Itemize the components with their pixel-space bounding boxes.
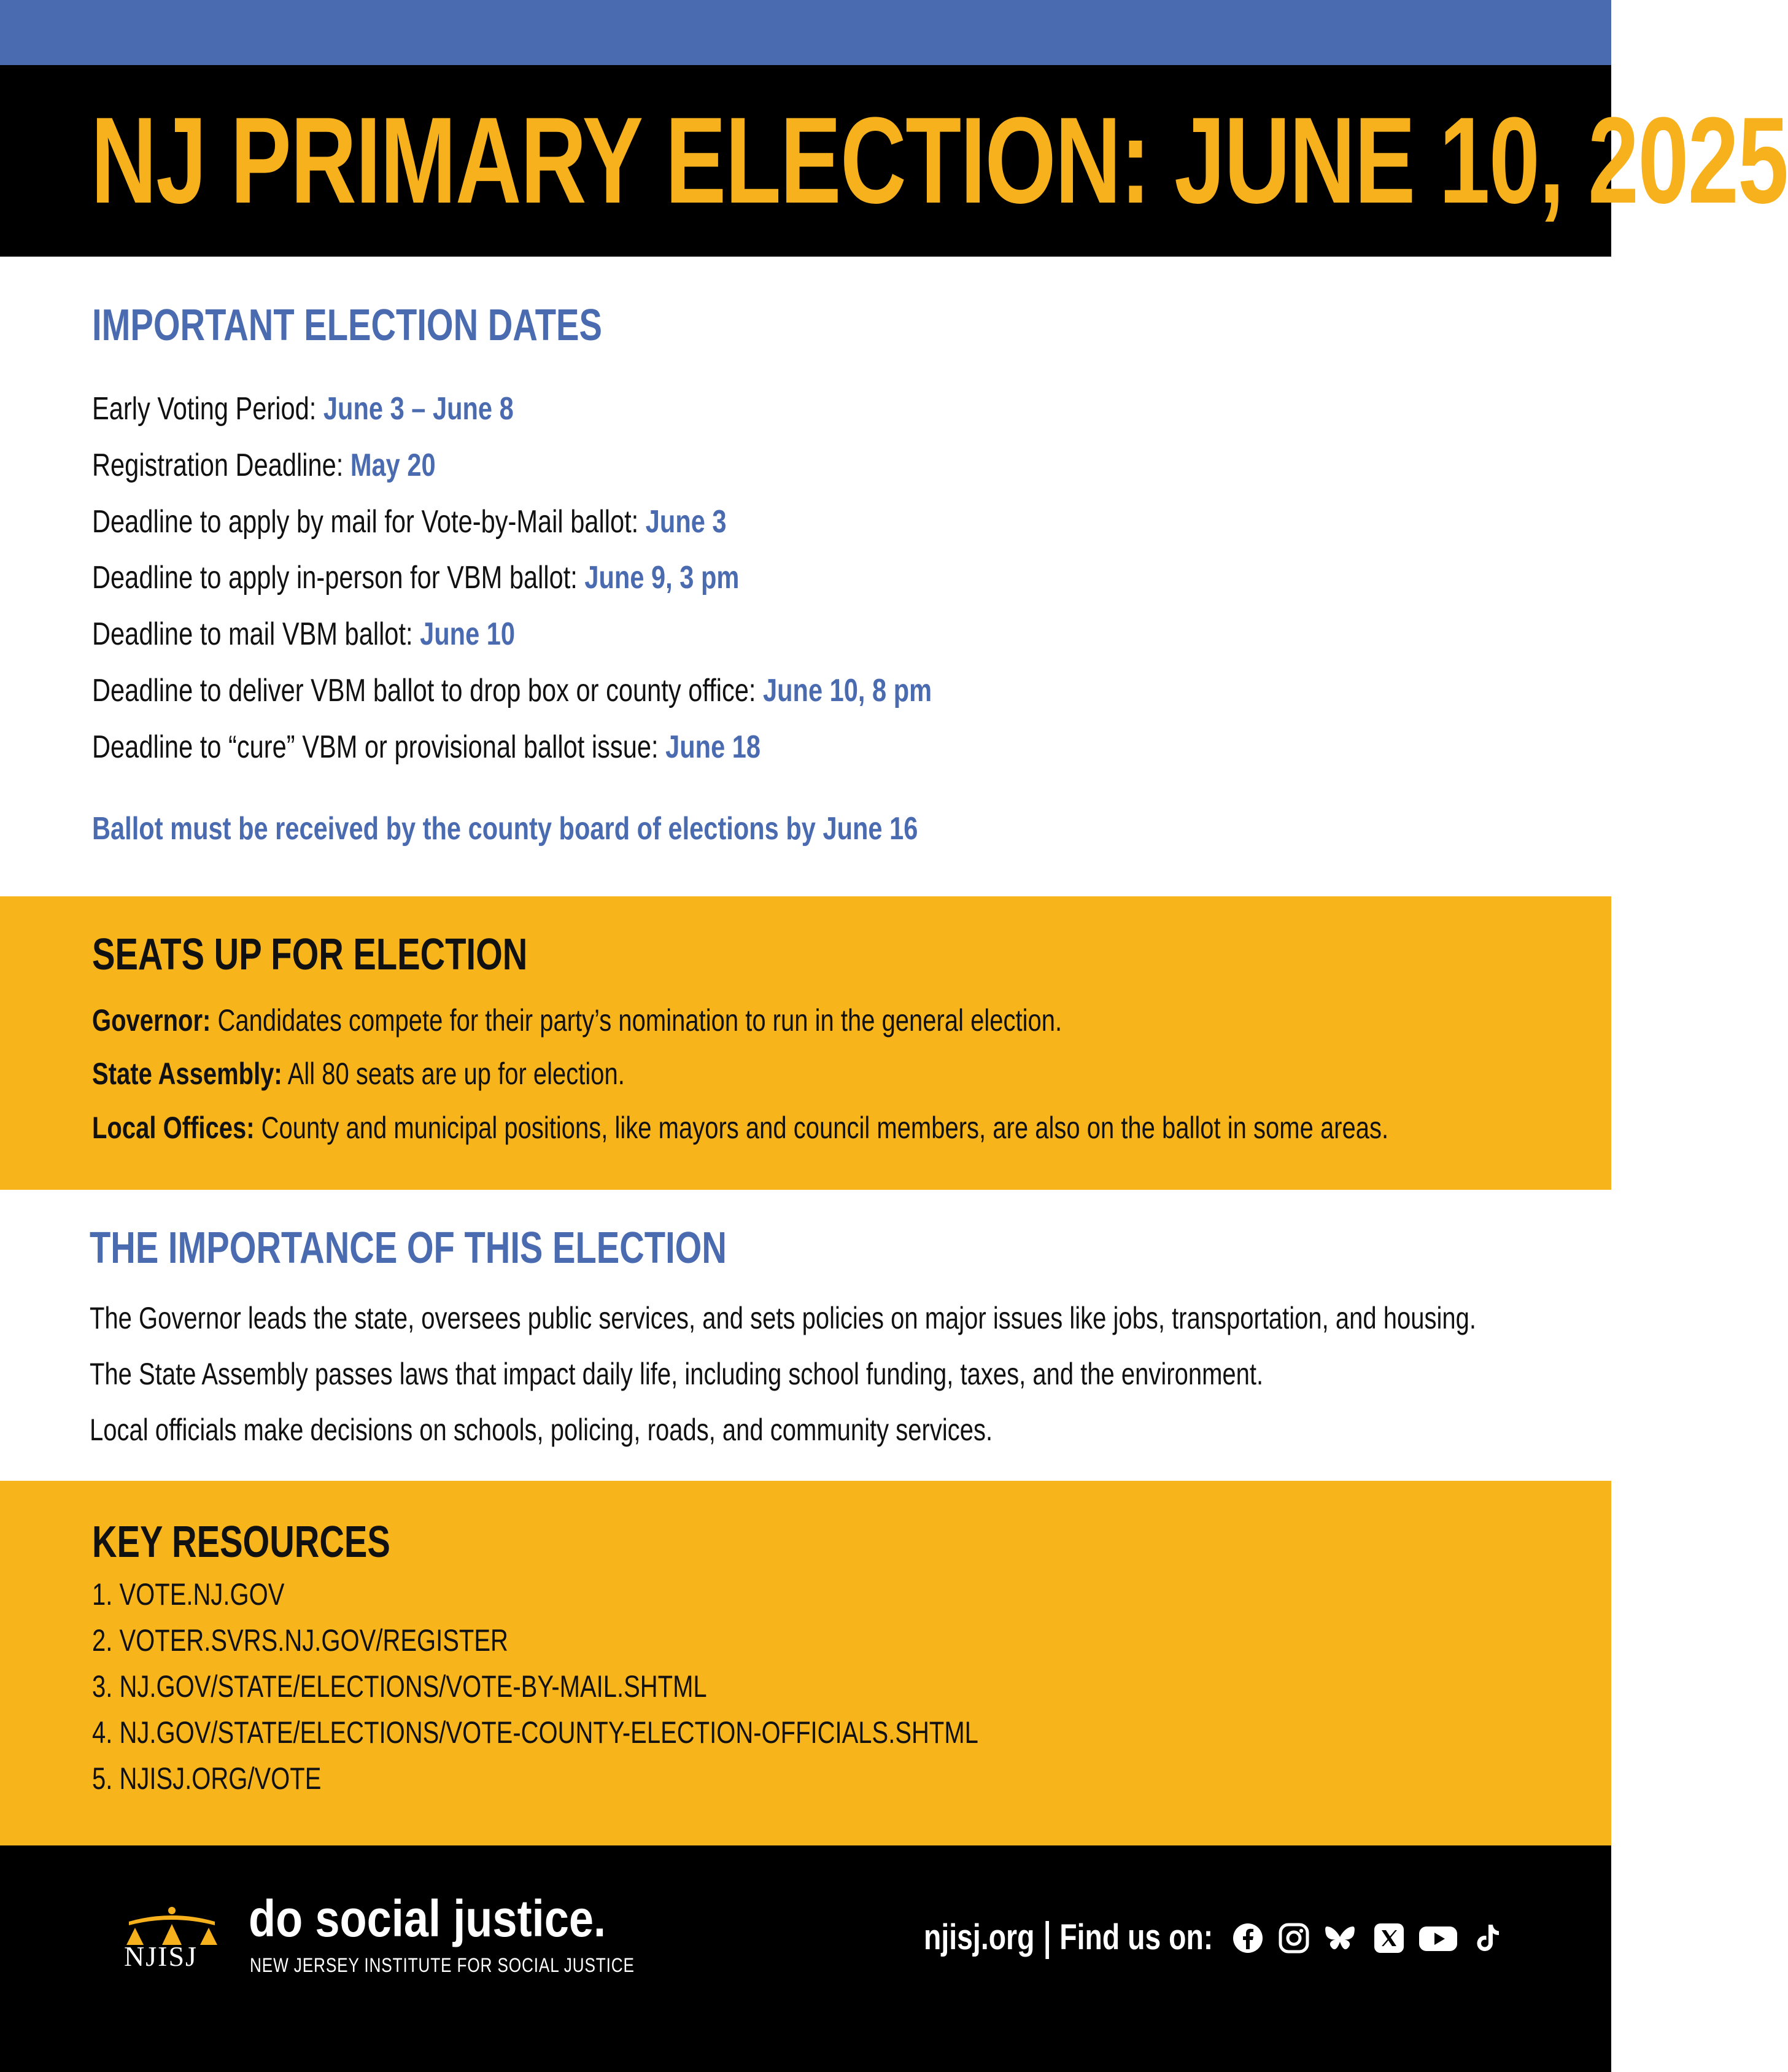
footer-slogan: do social justice.: [249, 1890, 606, 1947]
seat-item: Governor: Candidates compete for their party’s nomination to run in the general election.: [92, 1003, 1062, 1038]
x-icon[interactable]: [1372, 1921, 1406, 1955]
resource-link[interactable]: 5. NJISJ.ORG/VOTE: [92, 1761, 322, 1796]
page-title: NJ PRIMARY ELECTION: JUNE 10, 2025: [91, 92, 1788, 229]
ballot-notice: Ballot must be received by the county board of elections by June 16: [92, 811, 918, 847]
seat-item: Local Offices: County and municipal positions, like mayors and council members, are also on the ballot in some areas.: [92, 1111, 1389, 1145]
facebook-icon[interactable]: [1231, 1921, 1265, 1955]
seats-heading: SEATS UP FOR ELECTION: [92, 930, 528, 979]
importance-heading: THE IMPORTANCE OF THIS ELECTION: [90, 1224, 727, 1273]
title-banner: [0, 65, 1788, 257]
dates-heading: IMPORTANT ELECTION DATES: [92, 301, 602, 350]
website-link[interactable]: njisj.org: [924, 1917, 1035, 1957]
youtube-icon[interactable]: [1418, 1921, 1458, 1955]
seat-item: State Assembly: All 80 seats are up for election.: [92, 1057, 625, 1091]
date-item: Deadline to mail VBM ballot: June 10: [92, 616, 516, 652]
importance-paragraph: The State Assembly passes laws that impact daily life, including school funding, taxes, and the environment.: [90, 1357, 1264, 1391]
date-item: Deadline to apply by mail for Vote-by-Mail ballot: June 3: [92, 504, 727, 540]
footer: [0, 1845, 1611, 2072]
logo-abbreviation: NJISJ: [124, 1941, 198, 1972]
date-item: Deadline to apply in-person for VBM ballot: June 9, 3 pm: [92, 560, 740, 596]
bluesky-icon[interactable]: [1323, 1921, 1357, 1955]
footer-contact: [924, 1918, 1213, 1959]
importance-paragraph: The Governor leads the state, oversees public services, and sets policies on major issues like jobs, transportation, and housing.: [90, 1301, 1476, 1335]
top-accent-bar: [0, 0, 1611, 65]
date-item: Deadline to deliver VBM ballot to drop box or county office: June 10, 8 pm: [92, 673, 932, 708]
resource-link[interactable]: 3. NJ.GOV/STATE/ELECTIONS/VOTE-BY-MAIL.SHTML: [92, 1669, 707, 1704]
divider: [1045, 1921, 1049, 1959]
date-item: Early Voting Period: June 3 – June 8: [92, 391, 514, 427]
find-us-label: Find us on:: [1059, 1917, 1213, 1957]
date-item: Deadline to “cure” VBM or provisional ballot issue: June 18: [92, 729, 761, 765]
importance-paragraph: Local officials make decisions on schools, policing, roads, and community services.: [90, 1413, 993, 1447]
resource-link[interactable]: 4. NJ.GOV/STATE/ELECTIONS/VOTE-COUNTY-ELECTION-OFFICIALS.SHTML: [92, 1715, 978, 1750]
resource-link[interactable]: 1. VOTE.NJ.GOV: [92, 1577, 285, 1612]
organization-name: NEW JERSEY INSTITUTE FOR SOCIAL JUSTICE: [250, 1954, 635, 1976]
instagram-icon[interactable]: [1277, 1921, 1311, 1955]
resources-heading: KEY RESOURCES: [92, 1518, 390, 1567]
tiktok-icon[interactable]: [1471, 1921, 1505, 1955]
date-item: Registration Deadline: May 20: [92, 448, 436, 483]
resource-link[interactable]: 2. VOTER.SVRS.NJ.GOV/REGISTER: [92, 1623, 508, 1658]
